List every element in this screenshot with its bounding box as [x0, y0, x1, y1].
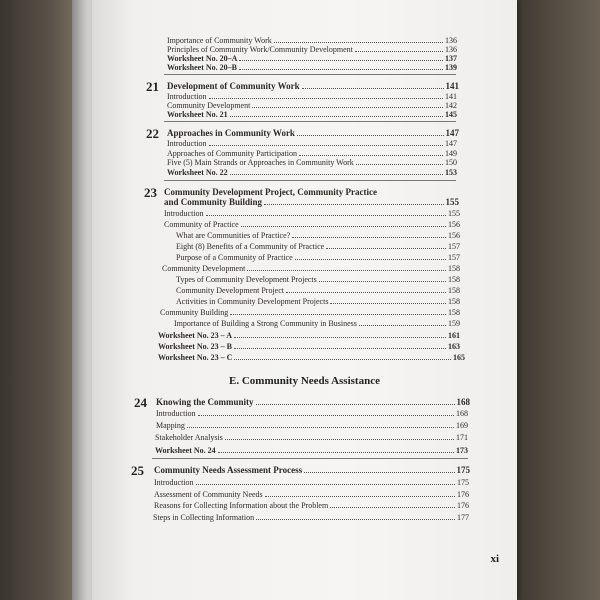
toc-entry: Five (5) Main Strands or Approaches in Community Work 150 [167, 158, 457, 167]
toc-entry: Introduction 147 [167, 139, 457, 148]
divider [152, 458, 468, 459]
toc-subentry: Community Development Project 158 [176, 286, 460, 295]
background-surface [517, 0, 600, 600]
chapter-number: 25 [131, 463, 144, 478]
page-number: xi [490, 553, 499, 565]
chapter-number: 21 [146, 79, 159, 94]
toc-entry: Principles of Community Work/Community Development 136 [167, 45, 457, 54]
toc-entry: Stakeholder Analysis 171 [155, 433, 468, 442]
toc-entry-worksheet: Worksheet No. 23 – A 161 [158, 331, 460, 340]
book-page [92, 0, 517, 600]
chapter-title: and Community Building 155 [164, 197, 459, 207]
toc-entry: Mapping 169 [156, 421, 468, 430]
toc-entry: Importance of Community Work 136 [167, 36, 457, 45]
toc-entry-worksheet: Worksheet No. 22 153 [167, 168, 457, 177]
table-of-contents [92, 0, 517, 600]
toc-entry-worksheet: Worksheet No. 23 – C 165 [158, 353, 465, 362]
toc-subentry: Purpose of a Community of Practice 157 [176, 253, 460, 262]
toc-entry: Community of Practice 156 [164, 220, 460, 229]
chapter-number: 24 [134, 395, 147, 410]
toc-entry: Community Development 142 [167, 101, 457, 110]
chapter-number: 22 [146, 126, 159, 141]
chapter-title: Community Development Project, Community Practice [164, 187, 378, 197]
toc-entry: Introduction 168 [156, 409, 468, 418]
toc-entry-worksheet: Worksheet No. 23 – B 163 [158, 342, 460, 351]
toc-entry: Steps in Collecting Information 177 [153, 513, 469, 522]
toc-entry: Community Building 158 [160, 308, 460, 317]
toc-entry: Introduction 175 [154, 478, 469, 487]
section-heading: E. Community Needs Assistance [229, 375, 380, 387]
toc-entry: Assessment of Community Needs 176 [154, 490, 469, 499]
toc-entry-worksheet: Worksheet No. 20–B 139 [167, 63, 457, 72]
toc-subentry: Activities in Community Development Projects 158 [176, 297, 460, 306]
toc-entry: Introduction 155 [164, 209, 460, 218]
toc-entry-worksheet: Worksheet No. 24 173 [155, 446, 468, 455]
toc-subentry: Eight (8) Benefits of a Community of Practice 157 [176, 242, 460, 251]
toc-entry-worksheet: Worksheet No. 20–A 137 [167, 54, 457, 63]
divider [164, 121, 456, 122]
toc-entry: Community Development 158 [162, 264, 460, 273]
toc-entry: Approaches of Community Participation 149 [167, 149, 457, 158]
divider [164, 74, 456, 75]
toc-entry-worksheet: Worksheet No. 21 145 [167, 110, 457, 119]
toc-entry: Introduction 141 [167, 92, 457, 101]
chapter-title: Community Needs Assessment Process 175 [154, 465, 470, 475]
toc-subentry: What are Communities of Practice? 156 [176, 231, 460, 240]
divider [164, 180, 456, 181]
chapter-title: Approaches in Community Work 147 [167, 128, 459, 138]
chapter-number: 23 [144, 185, 157, 200]
chapter-title: Development of Community Work 141 [167, 81, 459, 91]
toc-subentry: Importance of Building a Strong Community in Business 159 [174, 319, 460, 328]
toc-entry: Reasons for Collecting Information about the Problem 176 [154, 501, 469, 510]
toc-subentry: Types of Community Development Projects 158 [176, 275, 460, 284]
chapter-title: Knowing the Community 168 [156, 397, 470, 407]
